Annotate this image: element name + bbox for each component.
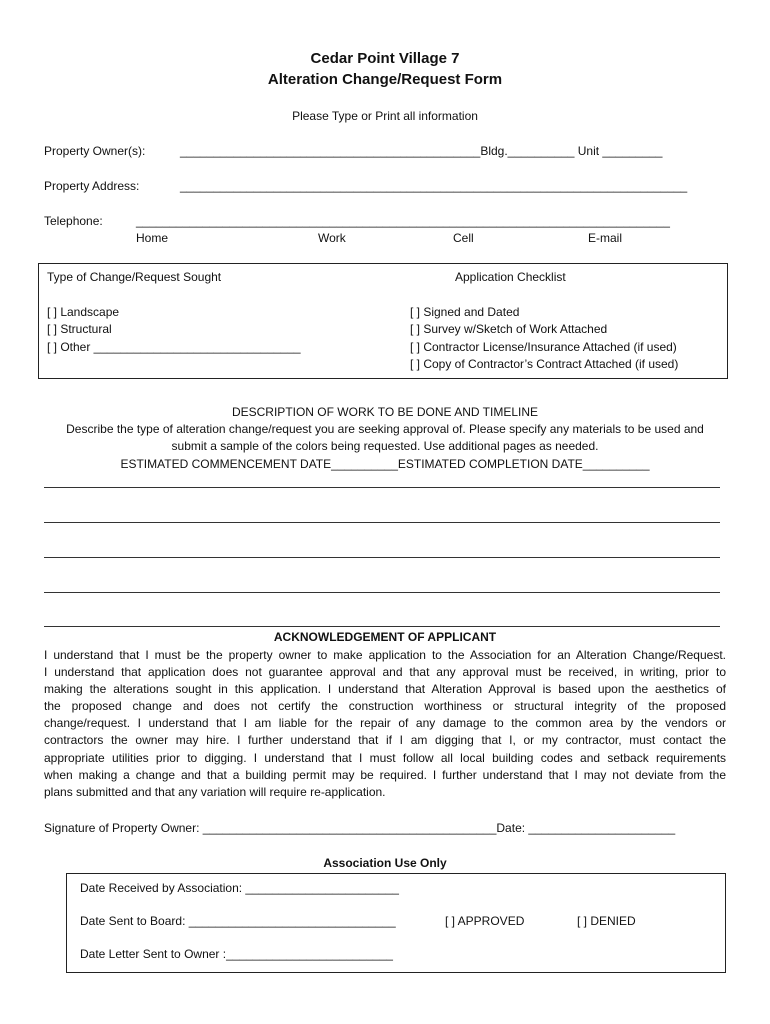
- approved-checkbox[interactable]: [ ] APPROVED: [445, 914, 525, 928]
- description-entry-line[interactable]: [44, 592, 720, 593]
- telephone-field[interactable]: ________________________________________________________________________________: [136, 214, 670, 228]
- description-line2: submit a sample of the colors being requested. Use additional pages as needed.: [171, 439, 599, 453]
- date-sent-field[interactable]: Date Sent to Board: _______________________________: [80, 914, 396, 928]
- acknowledgement-heading: ACKNOWLEDGEMENT OF APPLICANT: [273, 630, 497, 644]
- property-address-label: Property Address:: [44, 179, 140, 193]
- form-instruction: Please Type or Print all information: [292, 109, 478, 123]
- property-owner-field[interactable]: _____________________________________________Bldg.__________ Unit _________: [180, 144, 663, 158]
- description-entry-line[interactable]: [44, 626, 720, 627]
- description-entry-line[interactable]: [44, 557, 720, 558]
- date-letter-field[interactable]: Date Letter Sent to Owner :_________________________: [80, 947, 393, 961]
- checklist-survey[interactable]: [ ] Survey w/Sketch of Work Attached: [410, 322, 608, 336]
- description-line1: Describe the type of alteration change/request you are seeking approval of. Please specify any materials to be used and: [66, 422, 704, 436]
- estimated-dates[interactable]: ESTIMATED COMMENCEMENT DATE__________ESTIMATED COMPLETION DATE__________: [120, 457, 650, 471]
- ack-line: appropriate utilities prior to digging. I understand that I must follow all local building codes and setback requirements: [44, 750, 726, 765]
- checklist-signed[interactable]: [ ] Signed and Dated: [410, 305, 520, 319]
- checkbox-structural[interactable]: [ ] Structural: [47, 322, 112, 336]
- ack-line: change/request. I understand that I am liable for the repair of any damage to the common area by the vendors or: [44, 716, 726, 731]
- phone-col-home: Home: [136, 231, 169, 245]
- property-owner-label: Property Owner(s):: [44, 144, 146, 158]
- checklist-license[interactable]: [ ] Contractor License/Insurance Attached (if used): [410, 340, 677, 354]
- ack-line: plans submitted and that any variation will require re-application.: [44, 784, 386, 799]
- description-entry-line[interactable]: [44, 522, 720, 523]
- ack-line: when making a change and that a building permit may be required. I further understand that I may not deviate from the: [44, 767, 726, 782]
- acknowledgement-paragraph: [44, 647, 726, 801]
- checkbox-landscape[interactable]: [ ] Landscape: [47, 305, 120, 319]
- property-address-field[interactable]: ____________________________________________________________________________: [180, 179, 688, 193]
- checklist-contract[interactable]: [ ] Copy of Contractor’s Contract Attached (if used): [410, 357, 679, 371]
- phone-col-work: Work: [318, 231, 346, 245]
- checkbox-other[interactable]: [ ] Other _______________________________: [47, 340, 301, 354]
- ack-line: contractors the owner may hire. I further understand that if I am digging that I, or my contractor, must contact the: [44, 733, 726, 748]
- date-received-field[interactable]: Date Received by Association: _______________________: [80, 881, 399, 895]
- form-title-line1: Cedar Point Village 7: [310, 50, 460, 67]
- telephone-label: Telephone:: [44, 214, 103, 228]
- denied-checkbox[interactable]: [ ] DENIED: [577, 914, 636, 928]
- application-checklist-title: Application Checklist: [455, 270, 566, 284]
- ack-line: I understand that I must be the property owner to make application to the Association for an Alteration Change/Request.: [44, 648, 726, 662]
- ack-line: I understand that application does not guarantee approval and that any approval must be received, in writing, prior to: [44, 665, 726, 680]
- form-title-line2: Alteration Change/Request Form: [267, 71, 503, 88]
- ack-line: the proposed change and does not certify the construction worthiness or structural integrity of the proposed: [44, 699, 726, 714]
- signature-line[interactable]: Signature of Property Owner: ____________________________________________Date: ______________________: [44, 821, 676, 835]
- description-entry-line[interactable]: [44, 487, 720, 488]
- change-type-title: Type of Change/Request Sought: [47, 270, 222, 284]
- phone-col-cell: Cell: [453, 231, 474, 245]
- description-heading: DESCRIPTION OF WORK TO BE DONE AND TIMELINE: [231, 405, 539, 419]
- ack-line: making the alterations sought in this application. I understand that Alteration Approval is based upon the aesthetics of: [44, 682, 726, 697]
- phone-col-email: E-mail: [588, 231, 623, 245]
- association-heading: Association Use Only: [323, 856, 447, 870]
